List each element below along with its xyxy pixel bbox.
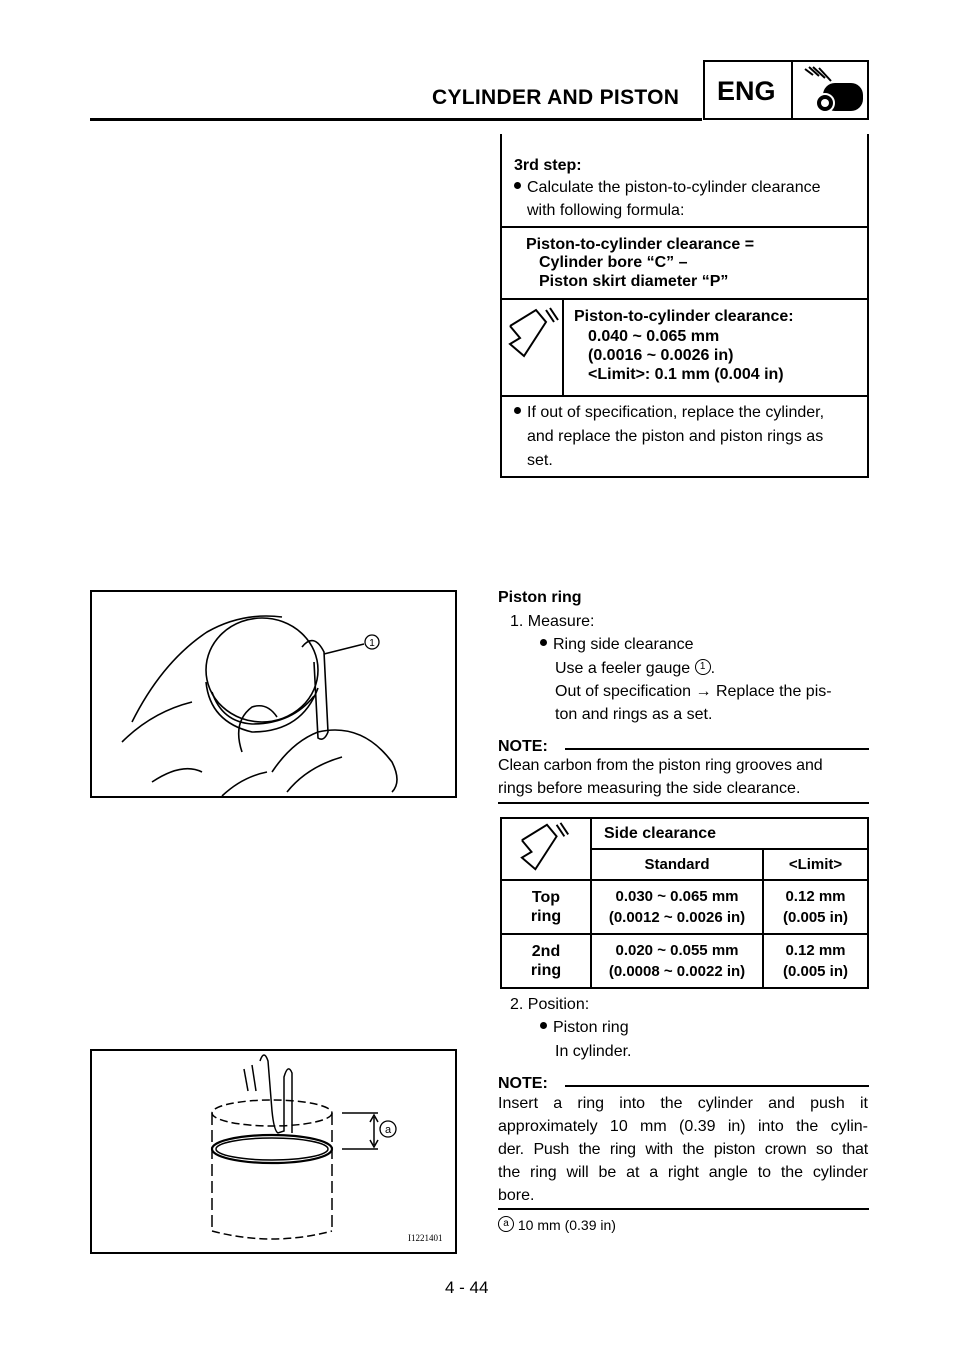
spec-line-2: 0.040 ~ 0.065 mm	[588, 328, 720, 345]
caliper-icon	[506, 304, 564, 362]
piston-ring-heading: Piston ring	[498, 589, 582, 606]
note2-line-3: der. Push the ring with the piston crown so that	[498, 1141, 868, 1158]
step3-bullet2-cont: and replace the piston and piston rings as	[527, 428, 824, 445]
side-clearance-table	[500, 817, 869, 989]
note2-line-1: Insert a ring into the cylinder and push it	[498, 1095, 868, 1112]
step-position: 2. Position:	[510, 996, 590, 1013]
bullet-dot	[514, 407, 521, 414]
note2-line-5: bore.	[498, 1187, 535, 1204]
section-title: CYLINDER AND PISTON	[432, 86, 680, 109]
note1-line-2: rings before measuring the side clearance.	[498, 780, 801, 797]
spec-line-1: Piston-to-cylinder clearance:	[574, 308, 794, 325]
figure-feeler-gauge	[90, 590, 457, 798]
callout-a: a	[498, 1216, 514, 1232]
note1-line-1: Clean carbon from the piston ring grooves and	[498, 757, 823, 774]
engine-icon	[797, 65, 869, 117]
formula-line-1: Piston-to-cylinder clearance =	[526, 236, 755, 253]
fig2-callout: a	[384, 1124, 392, 1136]
formula-line-3: Piston skirt diameter “P”	[539, 273, 729, 290]
page-number: 4 - 44	[445, 1278, 489, 1297]
step3-bullet2: If out of specification, replace the cylinder,	[514, 401, 824, 424]
spec-line-3: (0.0016 ~ 0.0026 in)	[588, 347, 734, 364]
step3-bullet1-cont: with following formula:	[527, 202, 685, 219]
divider	[502, 395, 867, 397]
use-feeler-line: Use a feeler gauge 1 .	[555, 660, 716, 677]
bullet-dot	[514, 182, 521, 189]
col-standard: Standard	[591, 849, 763, 880]
row-name: Top ring	[501, 880, 591, 934]
note2-line-4: the ring will be at a right angle to the cylinder	[498, 1164, 868, 1181]
icon-divider	[562, 300, 564, 397]
badge-divider	[791, 62, 793, 118]
step3-title: 3rd step:	[514, 157, 582, 174]
step3-bullet1: Calculate the piston-to-cylinder clearance	[514, 176, 820, 199]
note2-line-2: approximately 10 mm (0.39 in) into the cylin-	[498, 1118, 868, 1135]
row-standard: 0.030 ~ 0.065 mm (0.0012 ~ 0.0026 in)	[591, 880, 763, 934]
formula-line-2: Cylinder bore “C” –	[539, 254, 688, 271]
row-limit: 0.12 mm (0.005 in)	[763, 934, 868, 988]
figure-ring-in-cylinder	[90, 1049, 457, 1254]
step3-bullet2-cont: set.	[527, 452, 553, 469]
note1-bottom-rule	[498, 802, 869, 804]
bullet-dot	[540, 1022, 547, 1029]
table-row	[501, 934, 868, 988]
col-limit: <Limit>	[763, 849, 868, 880]
position-item: Piston ring	[540, 1016, 629, 1039]
divider	[502, 298, 867, 300]
header-rule	[90, 118, 702, 121]
measure-item: Ring side clearance	[540, 633, 694, 656]
note1-heading: NOTE:	[498, 738, 548, 755]
step-measure: 1. Measure:	[510, 613, 595, 630]
table-icon-cell	[501, 818, 591, 880]
fig1-callout: 1	[369, 638, 375, 649]
note2-top-rule	[565, 1085, 869, 1087]
note2-bottom-rule	[498, 1208, 869, 1210]
row-standard: 0.020 ~ 0.055 mm (0.0008 ~ 0.0022 in)	[591, 934, 763, 988]
note2-heading: NOTE:	[498, 1075, 548, 1092]
position-item-sub: In cylinder.	[555, 1043, 632, 1060]
feeler-gauge-illustration	[92, 592, 455, 796]
row-name: 2nd ring	[501, 934, 591, 988]
legend: a 10 mm (0.39 in)	[498, 1214, 616, 1237]
out-of-spec-line-1: Out of specification → Replace the pis-	[555, 683, 832, 700]
fig2-code: I1221401	[408, 1233, 443, 1243]
table-row	[501, 880, 868, 934]
spec-line-4: <Limit>: 0.1 mm (0.004 in)	[588, 366, 784, 383]
table-title: Side clearance	[591, 818, 868, 849]
divider	[502, 226, 867, 228]
caliper-icon	[518, 819, 574, 875]
eng-badge	[703, 60, 869, 120]
bullet-dot	[540, 639, 547, 646]
note1-top-rule	[565, 748, 869, 750]
out-of-spec-line-2: ton and rings as a set.	[555, 706, 713, 723]
row-limit: 0.12 mm (0.005 in)	[763, 880, 868, 934]
ring-cylinder-illustration	[92, 1051, 455, 1252]
third-step-box	[500, 134, 869, 478]
eng-label: ENG	[717, 76, 776, 106]
callout-1: 1	[695, 659, 711, 675]
